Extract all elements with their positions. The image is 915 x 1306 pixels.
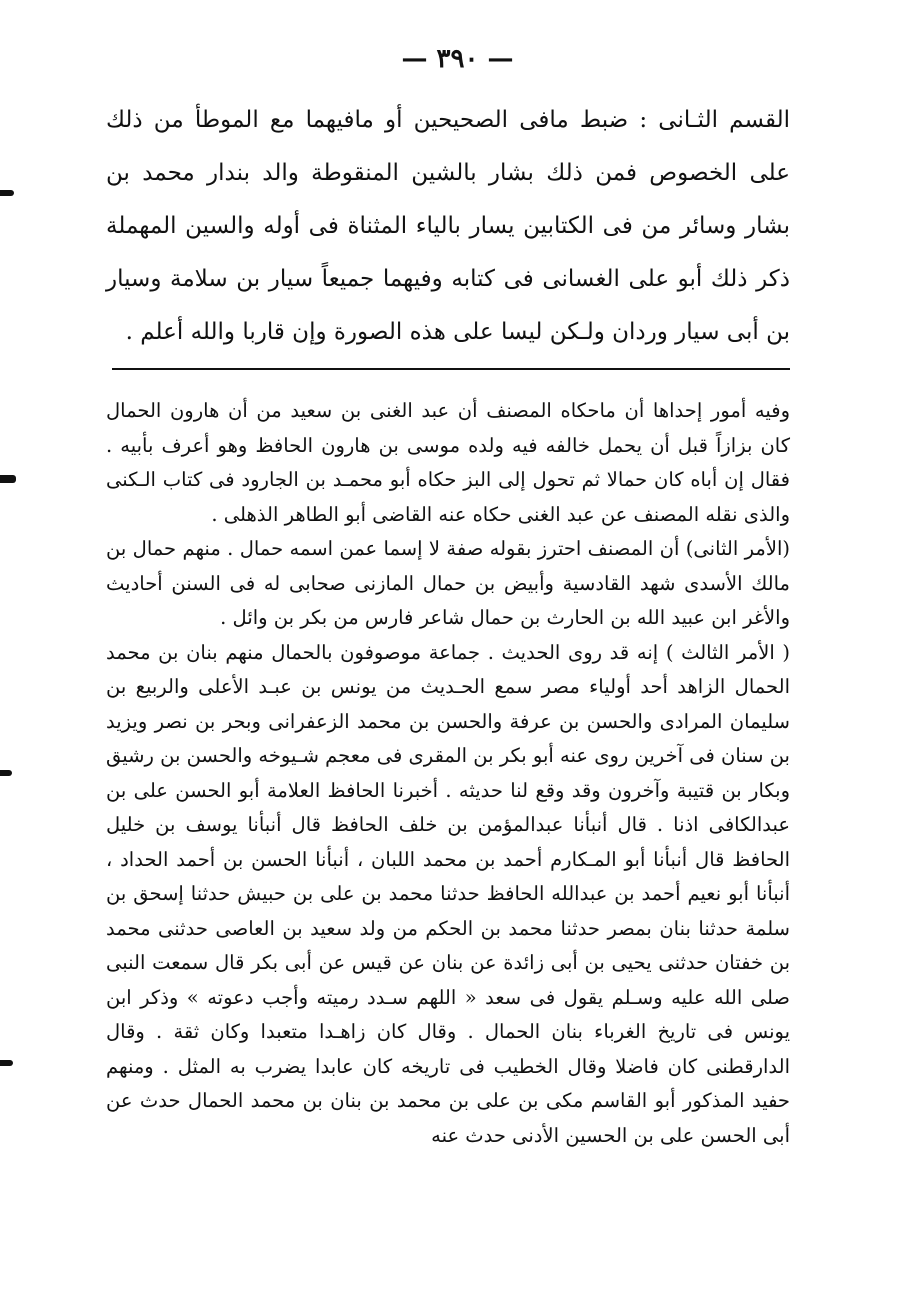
page-number: — ٣٩٠ —: [401, 44, 514, 74]
edge-mark: [0, 1060, 13, 1066]
main-text: [106, 94, 790, 359]
edge-mark: [0, 190, 14, 196]
footnote-separator: [112, 368, 790, 370]
footnote-paragraph-3: ( الأمر الثالث ) إنه قد روى الحديث . جماعة موصوفون بالحمال منهم بنان بن محمد الحمال الزاهد أحد أولياء مصر سمع الحـديث من يونس بن عبـد الأعلى والربيع بن سليمان المرادى والحسن بن عرفة والحسن بن محمد الزعفرانى وبحر بن نصر ويزيد بن سنان فى آخرين روى عنه أبو بكر بن المقرى فى معجم شـيوخه والحسن بن رشيق وبكار بن قتيبة وآخرون وقد وقع لنا حديثه . أخبرنا الحافظ العلامة أبو الحسن على بن عبدالكافى اذنا . قال أنبأنا عبدالمؤمن بن خلف الحافظ قال أنبأنا يوسف بن خليل الحافظ قال أنبأنا أبو المـكارم أحمد بن محمد اللبان ، أنبأنا الحسن بن أحمد الحداد ، أنبأنا أبو نعيم أحمد بن عبدالله الحافظ حدثنا محمد بن على بن حبيش حدثنا إسحق بن سلمة حدثنا بنان بمصر حدثنا محمد بن الحكم من ولد سعيد بن العاصى حدثنى محمد بن خفتان حدثنى يحيى بن أبى زائدة عن بنان عن قيس عن أبى بكر قال سمعت النبى صلى الله عليه وسـلم يقول فى سعد « اللهم سـدد رميته وأجب دعوته » وذكر ابن يونس فى تاريخ الغرباء بنان الحمال . وقال كان زاهـدا متعبدا وكان ثقة . وقال الدارقطنى كان فاضلا وقال الخطيب فى تاريخه كان عابدا يضرب به المثل . ومنهم حفيد المذكور أبو القاسم مكى بن على بن محمد بن بنان بن محمد الحمال حدث عن أبى الحسن على بن الحسين الأدنى حدث عنه: [106, 640, 790, 1147]
main-paragraph: القسم الثـانى : ضبط مافى الصحيحين أو مافيهما مع الموطأ من ذلك على الخصوص فمن ذلك بشار بالشين المنقوطة والد بندار محمد بن بشار وسائر من فى الكتابين يسار بالياء المثناة فى أوله والسين المهملة ذكر ذلك أبو على الغسانى فى كتابه وفيهما جميعاً سيار بن سلامة وسيار بن أبى سيار وردان ولـكن ليسا على هذه الصورة وإن قاربا والله أعلم .: [106, 107, 790, 345]
edge-mark: [0, 770, 12, 776]
edge-mark: [0, 475, 16, 483]
footnote-paragraph-1: وفيه أمور إحداها أن ماحكاه المصنف أن عبد الغنى بن سعيد من أن هارون الحمال كان بزازاً قبل أن يحمل خالفه فيه ولده موسى بن هارون الحافظ وهو أعرف بأبيه . فقال إن أباه كان حمالا ثم تحول إلى البز حكاه أبو محمـد بن الجارود فى كتاب الـكنى والذى نقله المصنف عن عبد الغنى حكاه عنه القاضى أبو الطاهر الذهلى .: [106, 399, 790, 526]
footnotes: [106, 394, 790, 1153]
footnote-paragraph-2: (الأمر الثانى) أن المصنف احترز بقوله صفة لا إسما عمن اسمه حمال . منهم حمال بن مالك الأسدى شهد القادسية وأبيض بن حمال المازنى صحابى له فى السنن أحاديث والأغر ابن عبيد الله بن الحارث بن حمال شاعر فارس من بكر بن وائل .: [106, 537, 790, 629]
